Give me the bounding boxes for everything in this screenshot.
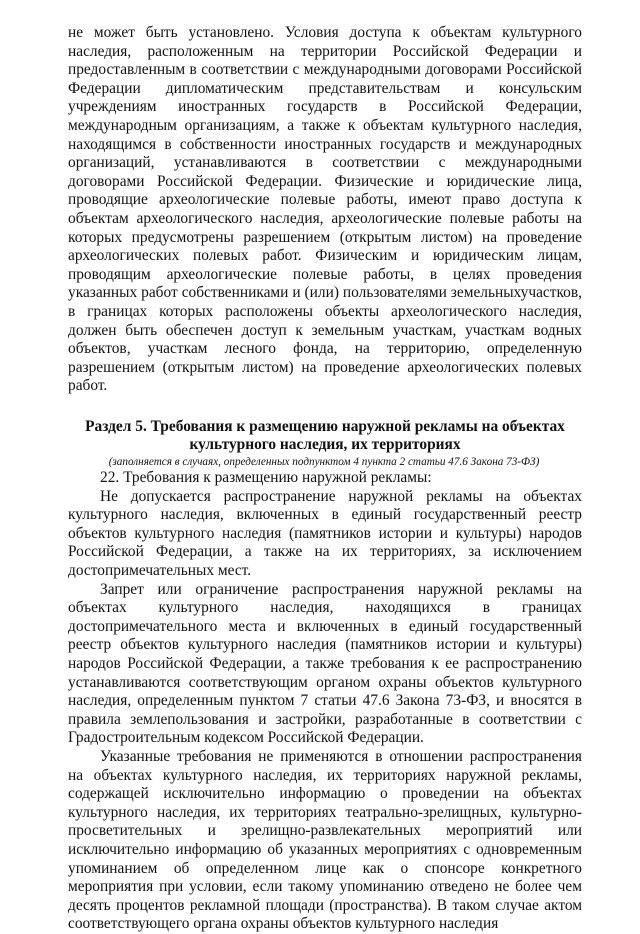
paragraph-restriction: Запрет или ограничение распространения наружной рекламы на объектах культурного наследия, находящихся в границах достопримечательного места и включенных в единый государственный реестр объектов культурного наследия (памятников истории и культуры) народов Российской Федерации, а также требования к ее распространению устанавливаются соответствующим органом охраны объектов культурного наследия, определенным пунктом 7 статьи 47.6 Закона 73-ФЗ, и вносятся в правила землепользования и застройки, разработанные в соответствии с Градостроительным кодексом Российской Федерации. (68, 580, 582, 747)
item-heading: 22. Требования к размещению наружной рекламы: (100, 469, 432, 487)
section-title: Раздел 5. Требования к размещению наружной рекламы на объектах культурного наследия, их территориях (85, 417, 565, 454)
paragraph-exceptions: Указанные требования не применяются в отношении распространения на объектах культурного наследия, их территориях наружной рекламы, содержащей исключительно информацию о проведении на объектах культурного наследия, их территориях театрально-зрелищных, культурно-просветительных и зрелищно-развлекательных мероприятий или исключительно информацию об указанных мероприятиях с одновременным упоминанием об определенном лице как о спонсоре конкретного мероприятия при условии, если такому упоминанию отведено не более чем десять процентов рекламной площади (пространства). В таком случае актом соответствующего органа охраны объектов культурного наследия (68, 747, 582, 933)
paragraph-advertising-ban: Не допускается распространение наружной рекламы на объектах культурного наследия, включенных в единый государственный реестр объектов культурного наследия (памятников истории и культуры) народов Российской Федерации, а также на их территориях, за исключением достопримечательных мест. (68, 487, 582, 580)
intro-paragraph: не может быть установлено. Условия доступа к объектам культурного наследия, расположенным на территории Российской Федерации и предоставленным в соответствии с международными договорами Российской Федерации дипломатическим представительствам и консульским учреждениям иностранных государств в Российской Федерации, международным организациям, а также к объектам культурного наследия, находящимся в собственности иностранных государств и международных организаций, устанавливаются в соответствии с международными договорами Российской Федерации. Физические и юридические лица, проводящие археологические полевые работы, имеют право доступа к объектам археологического наследия, археологические полевые работы на которых предусмотрены разрешением (открытым листом) на проведение археологических полевых работ. Физическим и юридическим лицам, проводящим археологические полевые работы, в целях проведения указанных работ собственниками и (или) пользователями земельныхучастков, в границах которых расположены объекты археологического наследия, должен быть обеспечен доступ к земельным участкам, участкам водных объектов, участкам лесного фонда, на территорию, определенную разрешением (открытым листом) на проведение археологических полевых работ. (68, 24, 582, 395)
section-note: (заполняется в случаях, определенных подпунктом 4 пункта 2 статьи 47.6 Закона 73-ФЗ) (108, 456, 540, 469)
